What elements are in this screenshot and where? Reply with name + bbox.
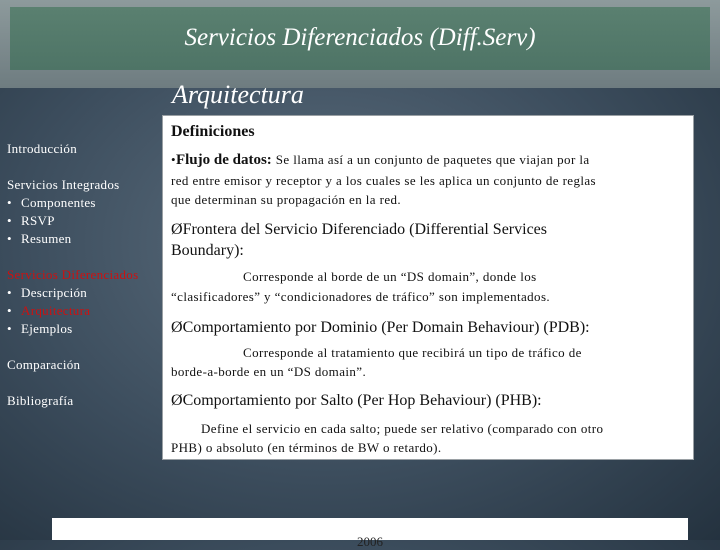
sidebar-item-introduccion[interactable] [7, 141, 77, 157]
bullet-icon: • [7, 321, 12, 336]
sidebar-item-label: Ejemplos [21, 321, 73, 336]
slide-title: Servicios Diferenciados (Diff.Serv) [184, 24, 536, 51]
bullet-icon: • [7, 213, 12, 228]
sidebar-nav [0, 0, 170, 540]
sidebar-item-label: RSVP [21, 213, 55, 228]
bullet-icon: • [7, 195, 12, 210]
arrow-bullet-icon: Ø [171, 392, 183, 409]
sidebar-item-label: Servicios Diferenciados [7, 267, 139, 282]
phb-desc-line1: Define el servicio en cada salto; puede ser relativo (comparado con otro [201, 421, 604, 436]
sidebar-item-resumen[interactable] [7, 231, 71, 247]
arrow-bullet-icon: Ø [171, 319, 183, 336]
arrow-bullet-icon: Ø [171, 221, 183, 238]
frontier-heading-line2: Boundary): [171, 242, 244, 259]
flow-definition-line2: red entre emisor y receptor y a los cuales se les aplica un conjunto de reglas [171, 173, 597, 188]
sidebar-item-label: Servicios Integrados [7, 177, 120, 192]
bullet-icon: • [7, 303, 12, 318]
sidebar-item-descripcion[interactable] [7, 285, 87, 301]
bullet-icon: • [7, 285, 12, 300]
phb-heading [171, 392, 542, 410]
frontier-heading-text: Frontera del Servicio Diferenciado (Differential Services [182, 221, 548, 238]
frontier-desc-line1: Corresponde al borde de un “DS domain”, donde los [243, 269, 537, 284]
sidebar-item-servicios-integrados[interactable] [7, 177, 120, 193]
bullet-icon: • [7, 231, 12, 246]
sidebar-item-servicios-diferenciados[interactable] [7, 267, 138, 283]
sidebar-item-label: Descripción [21, 285, 88, 300]
sidebar-item-label: Componentes [21, 195, 96, 210]
definitions-heading: Definiciones [171, 123, 255, 140]
phb-desc-line2: PHB) o absoluto (en términos de BW o retardo). [171, 440, 442, 455]
sidebar-item-comparacion[interactable] [7, 357, 80, 373]
sidebar-item-label: Introducción [7, 141, 78, 156]
sidebar-item-label: Bibliografía [7, 393, 74, 408]
sidebar-item-arquitectura[interactable] [7, 303, 90, 319]
phb-heading-text: Comportamiento por Salto (Per Hop Behaviour) (PHB): [182, 392, 542, 409]
sidebar-item-rsvp[interactable] [7, 213, 55, 229]
content-panel [162, 115, 694, 460]
flow-definition-line3: que determinan su propagación en la red. [171, 192, 402, 207]
pdb-heading [171, 319, 590, 337]
bullet-icon: • [171, 152, 176, 167]
flow-term: Flujo de datos: [175, 152, 272, 168]
sidebar-item-label: Comparación [7, 357, 81, 372]
sidebar-item-ejemplos[interactable] [7, 321, 73, 337]
sidebar-item-label: Resumen [21, 231, 72, 246]
pdb-heading-text: Comportamiento por Dominio (Per Domain Behaviour) (PDB): [182, 319, 590, 336]
footer-bar [52, 518, 688, 549]
frontier-heading-line1 [171, 221, 547, 239]
pdb-desc-line2: borde-a-borde en un “DS domain”. [171, 364, 367, 379]
frontier-desc-line2: “clasificadores” y “condicionadores de tráfico” son implementados. [171, 289, 551, 304]
flow-definition-line1 [171, 151, 590, 169]
slide-subtitle: Arquitectura [172, 80, 304, 109]
sidebar-item-bibliografia[interactable] [7, 393, 73, 409]
sidebar-item-componentes[interactable] [7, 195, 96, 211]
footer-year: 2006 [357, 534, 383, 549]
pdb-desc-line1: Corresponde al tratamiento que recibirá un tipo de tráfico de [243, 345, 582, 360]
sidebar-item-label: Arquitectura [21, 303, 91, 318]
flow-text: Se llama así a un conjunto de paquetes que viajan por la [275, 152, 590, 167]
